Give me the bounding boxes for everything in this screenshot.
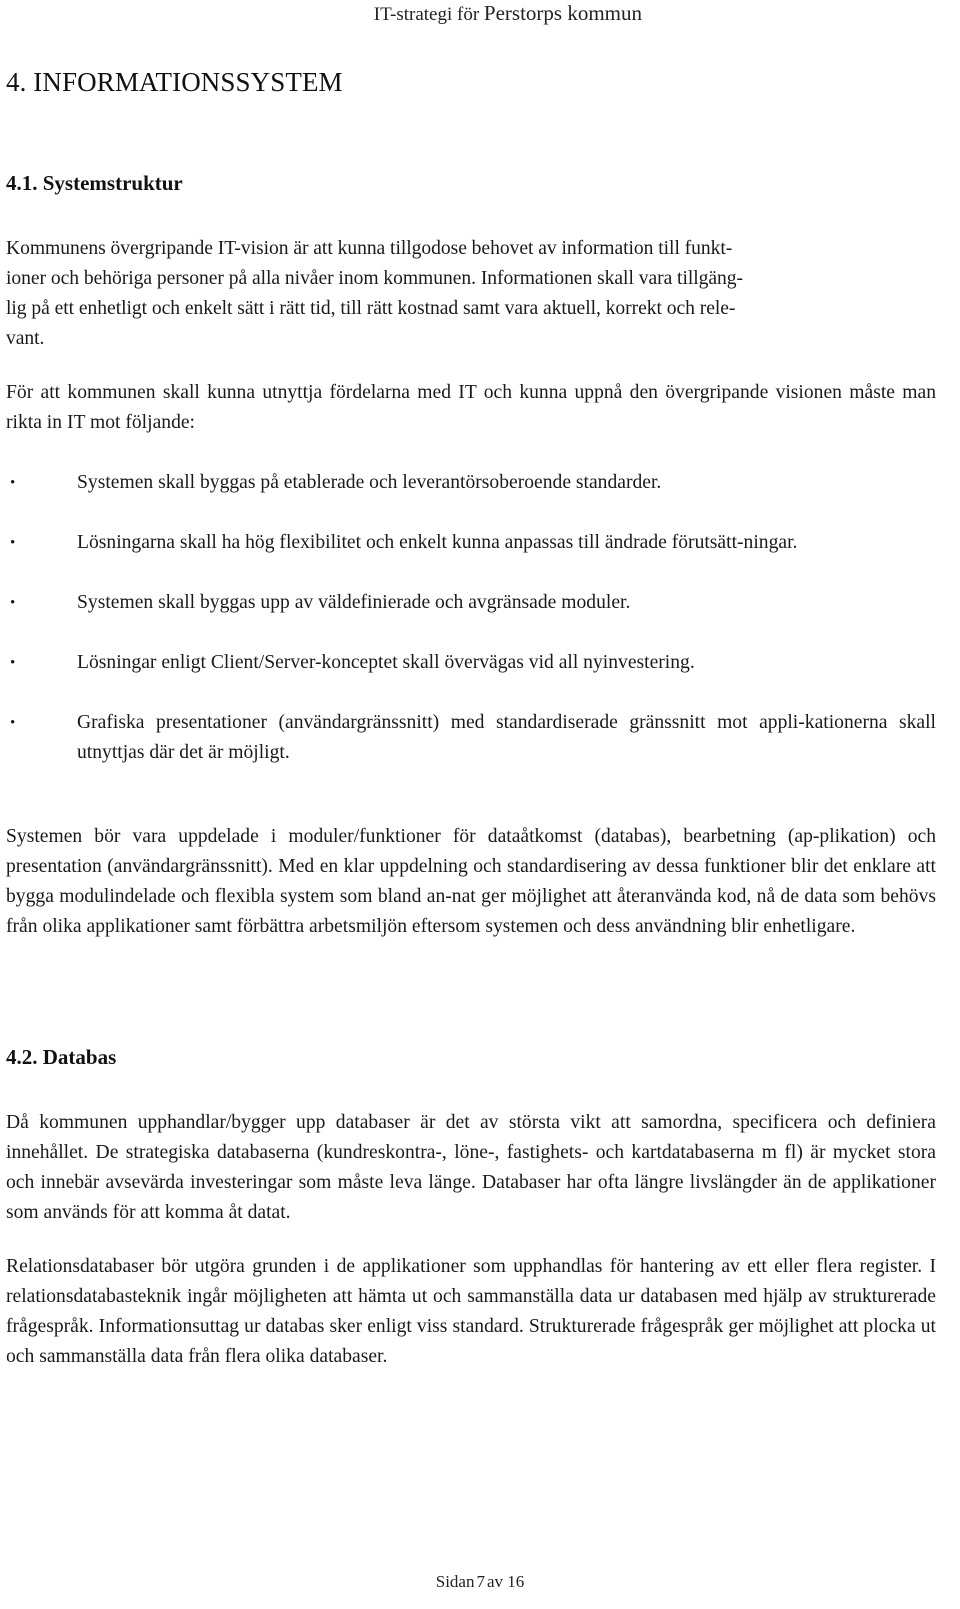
requirements-intro-paragraph: För att kommunen skall kunna utnyttja fördelarna med IT och kunna uppnå den övergripande visionen måste man rikta in IT mot följande: [6, 382, 936, 433]
list-item-text: Lösningarna skall ha hög flexibilitet och enkelt kunna anpassas till ändrade förutsätt-ningar. [77, 532, 798, 553]
intro-line: vant. [6, 328, 45, 349]
bullet-icon: • [10, 535, 16, 551]
requirements-list [6, 468, 936, 768]
list-item [6, 588, 936, 618]
system-modules-paragraph: Systemen bör vara uppdelade i moduler/funktioner för dataåtkomst (databas), bearbetning (ap-plikation) och presentation (användargränssnitt). Med en klar uppdelning och standardisering av dessa funktioner blir det enklare att bygga modulindelade och flexibla system som bland an-nat ger möjlighet att återanvända kod, nå de data som behövs från olika applikationer samt förbättra arbetsmiljön eftersom systemen och dess användning blir enhetligare. [6, 826, 936, 937]
section-heading-systemstruktur: 4.1. Systemstruktur [6, 171, 183, 195]
list-item [6, 468, 936, 498]
list-item [6, 528, 936, 558]
intro-paragraph [6, 234, 936, 354]
database-paragraph: Då kommunen upphandlar/bygger upp databaser är det av största vikt att samordna, specificera och definiera innehållet. De strategiska databaserna (kundreskontra-, löne-, fastighets- och kartdatabaserna m fl) är mycket stora och innebär avsevärda investeringar som måste leva länge. Databaser har ofta längre livslängder än de applikationer som används för att komma åt datat. [6, 1112, 936, 1223]
running-header [374, 0, 642, 28]
page-total: 16 [507, 1572, 525, 1591]
page-of-label: av [486, 1572, 504, 1591]
page-number: 7 [476, 1572, 485, 1591]
intro-line: ioner och behöriga personer på alla nivåer inom kommunen. Informationen skall vara tillgäng- [6, 268, 743, 289]
bullet-icon: • [10, 655, 16, 671]
list-item [6, 708, 936, 768]
intro-line: lig på ett enhetligt och enkelt sätt i rätt tid, till rätt kostnad samt vara aktuell, korrekt och rele- [6, 298, 736, 319]
bullet-icon: • [10, 715, 16, 731]
bullet-icon: • [10, 595, 16, 611]
list-item-text: Lösningar enligt Client/Server-konceptet skall övervägas vid all nyinvestering. [77, 652, 695, 673]
page-number-label: Sidan [435, 1572, 475, 1591]
list-item-text: Systemen skall byggas på etablerade och leverantörsoberoende standarder. [77, 472, 662, 493]
intro-line: Kommunens övergripande IT-vision är att kunna tillgodose behovet av information till funkt- [6, 238, 733, 259]
list-item-text: Systemen skall byggas upp av väldefinierade och avgränsade moduler. [77, 592, 631, 613]
bullet-icon: • [10, 475, 16, 491]
chapter-heading: 4. INFORMATIONSSYSTEM [6, 67, 343, 97]
running-header-title: IT-strategi för [373, 4, 480, 25]
section-heading-databas: 4.2. Databas [6, 1045, 117, 1069]
list-item [6, 648, 936, 678]
page-content [6, 62, 936, 1372]
list-item-text: Grafiska presentationer (användargränssnitt) med standardiserade gränssnitt mot appli-kationerna skall utnyttjas där det är möjligt. [77, 712, 936, 763]
relational-database-paragraph: Relationsdatabaser bör utgöra grunden i de applikationer som upphandlas för hantering av ett eller flera register. I relationsdatabasteknik ingår möjligheten att hämta ut och sammanställa data ur databasen med hjälp av strukturerade frågespråk. Informationsuttag ur databas sker enligt viss standard. Strukturerade frågespråk ger möjlighet att plocka ut och sammanställa data från flera olika databaser. [6, 1256, 936, 1367]
running-header-municipality: Perstorps kommun [483, 1, 642, 25]
page-footer [0, 1570, 960, 1594]
